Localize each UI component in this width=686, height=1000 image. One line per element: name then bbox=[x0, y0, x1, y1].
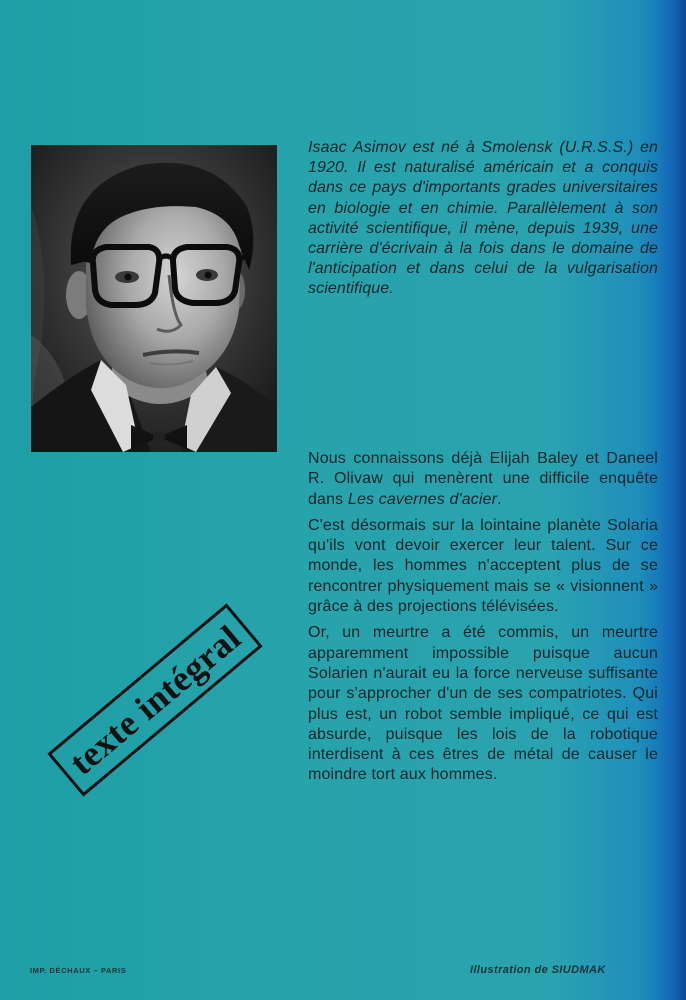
summary-paragraph-1-text: Nous connaissons déjà Elijah Baley et Daneel R. Olivaw qui menèrent une difficile enquête dans bbox=[308, 450, 658, 508]
spine-edge bbox=[660, 0, 686, 1000]
author-biography: Isaac Asimov est né à Smolensk (U.R.S.S.) en 1920. Il est naturalisé américain et a conquis dans ce pays d'importants grades universitaires en biologie et en chimie. Parallèlement à son activité scientifique, il mène, depuis 1939, une carrière d'écrivain à la fois dans le domaine de l'anticipation et dans celui de la vulgarisation scientifique. bbox=[308, 139, 658, 298]
summary-paragraph-2: C'est désormais sur la lointaine planète Solaria qu'ils vont devoir exercer leur talent. Sur ce monde, les hommes n'acceptent plus de se rencontrer physiquement mais se « visionnent » grâce à des projections télévisées. bbox=[308, 516, 658, 616]
stamp-label: texte intégral bbox=[61, 617, 249, 783]
referenced-book-title: Les cavernes d'acier bbox=[347, 490, 498, 508]
summary-paragraph-1 bbox=[308, 449, 658, 510]
illustration-credit: Illustration de SIUDMAK bbox=[470, 964, 606, 976]
author-photo bbox=[31, 145, 277, 452]
printer-imprint: IMP. DÉCHAUX – PARIS bbox=[30, 966, 127, 975]
full-text-stamp bbox=[47, 603, 262, 796]
summary-paragraph-1-end: . bbox=[497, 490, 502, 508]
summary-paragraph-3: Or, un meurtre a été commis, un meurtre apparemment impossible puisque aucun Solarien n'aurait eu la force nerveuse suffisante pour s'approcher d'un de ses compatriotes. Qui plus est, un robot semble impliqué, ce qui est absurde, puisque les lois de la robotique interdisent à ces êtres de métal de causer le moindre tort aux hommes. bbox=[308, 624, 658, 784]
book-summary bbox=[308, 449, 658, 792]
